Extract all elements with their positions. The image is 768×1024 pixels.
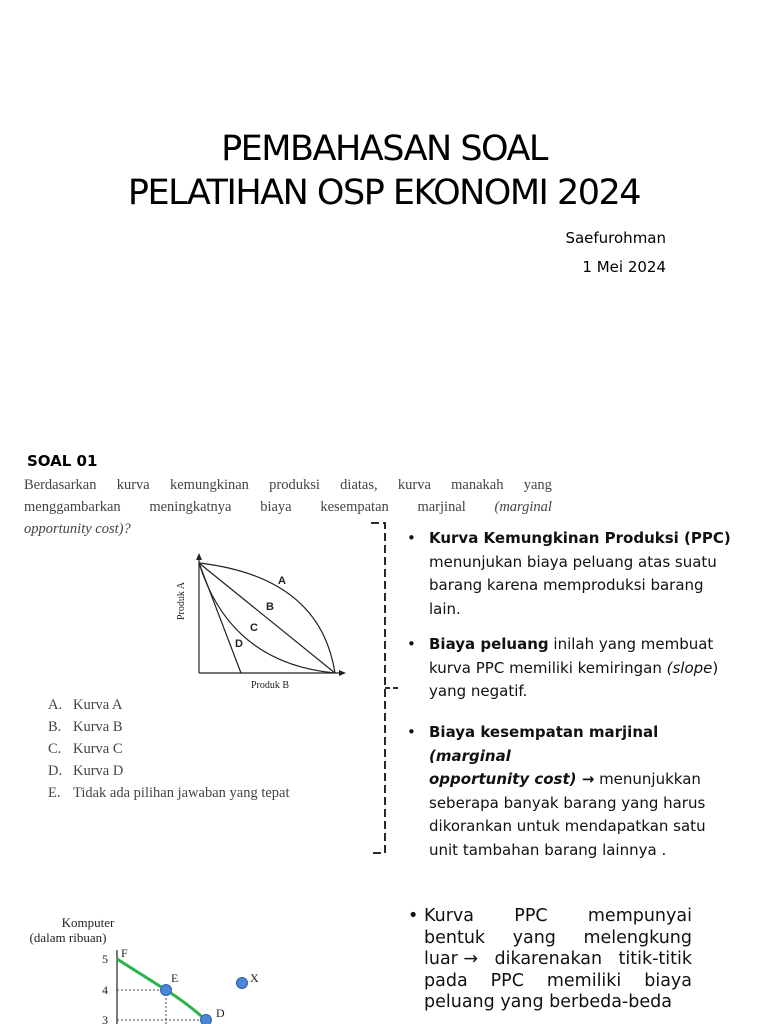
ppc-xlabel: Produk B: [250, 680, 290, 691]
option-d-letter: D.: [48, 763, 63, 779]
bullet-ppc-line1: menunjukan biaya peluang atas suatu: [429, 552, 717, 571]
bullet-oc-bold: Biaya peluang: [429, 635, 549, 653]
question-line-2-word: meningkatnya: [149, 499, 232, 515]
question-line-3-text: opportunity cost)?: [24, 521, 131, 537]
bottom-line-4-word: memiliki: [546, 970, 622, 991]
ppc-label-c: C: [250, 622, 258, 634]
question-line-1-word: kemungkinan: [169, 477, 249, 493]
bullet-mc-bold: Biaya kesempatan marjinal: [429, 723, 659, 741]
point-label-d: D: [216, 1006, 225, 1020]
option-d-text: Kurva D: [73, 763, 124, 779]
bullet-mc-line2-rest: menunjukkan: [599, 770, 701, 788]
bottom-ylabel-line1: Komputer: [61, 915, 115, 930]
question-line-1-word: Berdasarkan: [24, 477, 97, 493]
ppc-label-d: D: [235, 638, 243, 650]
bullet-ppc: • Kurva Kemungkinan Produksi (PPC) menunjukan biaya peluang atas suatu barang karena memproduksi barang lain.: [429, 527, 739, 621]
point-d: [201, 1015, 212, 1024]
option-e-text: Tidak ada pilihan jawaban yang tepat: [73, 785, 290, 801]
bottom-ppc-chart: [0, 910, 300, 1024]
bullet-ppc-bold: Kurva Kemungkinan Produksi (PPC): [429, 529, 731, 547]
bullet-mc-line3: seberapa banyak barang yang harus: [429, 793, 706, 812]
bottom-line-4-word: PPC: [490, 970, 524, 991]
bullet-oc-line3: yang negatif.: [429, 682, 528, 700]
bottom-line-3-word: luar →: [424, 949, 479, 969]
bottom-line-1-word: PPC: [514, 906, 548, 926]
arrow-icon: →: [576, 770, 595, 788]
question-line-1-word: produksi: [269, 477, 320, 493]
ppc-figure: [170, 525, 360, 695]
option-d[interactable]: [48, 760, 290, 782]
bullet-mc-line2-bi: opportunity cost): [429, 770, 577, 788]
option-e-letter: E.: [48, 785, 61, 801]
bottom-bullet-line3: [424, 949, 692, 971]
question-line-2-word: marjinal: [417, 499, 466, 515]
ppc-x-arrow: [339, 670, 346, 676]
question-line-1-word: yang: [523, 477, 552, 493]
slide-title-line2: PELATIHAN OSP EKONOMI 2024: [127, 173, 641, 213]
bottom-line-2-word: melengkung: [583, 927, 692, 948]
bullet-oc-line2c: ): [712, 658, 719, 677]
option-b-text: Kurva B: [73, 719, 123, 735]
bottom-line-1-word: Kurva: [424, 906, 474, 926]
option-c-letter: C.: [48, 741, 62, 757]
bottom-line-4-word: biaya: [644, 970, 692, 991]
option-c-text: Kurva C: [73, 741, 123, 757]
presentation-date: 1 Mei 2024: [582, 258, 666, 276]
bottom-line-3-word: dikarenakan: [494, 949, 603, 969]
option-a-letter: A.: [48, 697, 63, 713]
option-list: [48, 694, 290, 804]
bullet-mc-bold-italic: (marginal: [429, 746, 511, 765]
point-x: [237, 978, 248, 989]
question-line-1-word: kurva: [397, 477, 431, 493]
bullet-ppc-line2: barang karena memproduksi barang: [429, 576, 704, 594]
point-label-x: X: [250, 971, 259, 985]
bottom-bullet-line1: [424, 906, 692, 928]
question-line-1-word: diatas,: [340, 477, 378, 493]
bottom-ylabel-line2: (dalam ribuan): [29, 930, 107, 945]
bullet-oc-line2a: kurva PPC memiliki kemiringan: [429, 658, 667, 677]
question-line-2-word: biaya: [260, 499, 292, 515]
point-label-f: F: [121, 946, 128, 960]
question-line-2-word: menggambarkan: [24, 499, 121, 515]
y-tick-5: 5: [102, 952, 108, 966]
bottom-line-4-word: pada: [424, 970, 468, 991]
bottom-bullet-line4: [424, 971, 692, 993]
ppc-label-a: A: [278, 575, 286, 587]
option-b-letter: B.: [48, 719, 62, 735]
slide-title-line1: PEMBAHASAN SOAL: [221, 129, 547, 169]
dashed-bracket: [365, 515, 405, 860]
bottom-bullet: • Kurva PPC mempunyai bentuk yang melengkung luar → dikarenakan titik-titik pada PPC memiliki biaya peluang yang berbeda-beda: [408, 906, 692, 1012]
bracket-line: [371, 523, 385, 853]
y-tick-4: 4: [102, 983, 108, 997]
option-a-text: Kurva A: [73, 697, 123, 713]
question-line-1: [24, 474, 552, 496]
ppc-label-b: B: [266, 601, 274, 613]
bullet-ppc-line3: lain.: [429, 599, 461, 618]
bottom-bullet-line5: peluang yang berbeda-beda: [424, 992, 672, 1012]
bottom-bullet-line2: [424, 928, 692, 950]
bullet-mc-line5: unit tambahan barang lainnya .: [429, 840, 667, 859]
ppc-ylabel: Produk A: [176, 581, 187, 621]
question-line-2-word: (marginal: [494, 499, 552, 515]
question-line-1-word: kurva: [116, 477, 150, 493]
bullet-mc-line4: dikorankan untuk mendapatkan satu: [429, 817, 706, 835]
option-e[interactable]: [48, 782, 290, 804]
bottom-line-1-word: mempunyai: [587, 906, 692, 926]
bullet-oc-rest: inilah yang membuat: [548, 635, 714, 653]
bottom-line-3-word: titik-titik: [618, 949, 692, 969]
ppc-y-arrow: [196, 553, 202, 560]
bullet-marginal-cost: • Biaya kesempatan marjinal (marginal opportunity cost) → menunjukkan seberapa banyak barang yang harus dikorankan untuk mendapatkan satu unit tambahan barang lainnya .: [429, 721, 739, 862]
option-c[interactable]: [48, 738, 290, 760]
author-name: Saefurohman: [565, 229, 666, 247]
bottom-line-2-word: bentuk: [424, 927, 486, 948]
question-line-1-word: manakah: [451, 477, 504, 493]
point-label-e: E: [171, 971, 179, 985]
bullet-oc-slope: (slope: [666, 658, 713, 677]
point-e: [161, 985, 172, 996]
question-line-2-word: kesempatan: [320, 499, 389, 515]
question-label: SOAL 01: [27, 452, 98, 470]
bottom-line-2-word: yang: [512, 927, 556, 948]
y-tick-3: 3: [102, 1013, 108, 1024]
bullet-opportunity-cost: • Biaya peluang inilah yang membuat kurva PPC memiliki kemiringan (slope) yang negatif.: [429, 633, 739, 704]
question-line-2: [24, 496, 552, 518]
option-b[interactable]: [48, 716, 290, 738]
option-a[interactable]: [48, 694, 290, 716]
